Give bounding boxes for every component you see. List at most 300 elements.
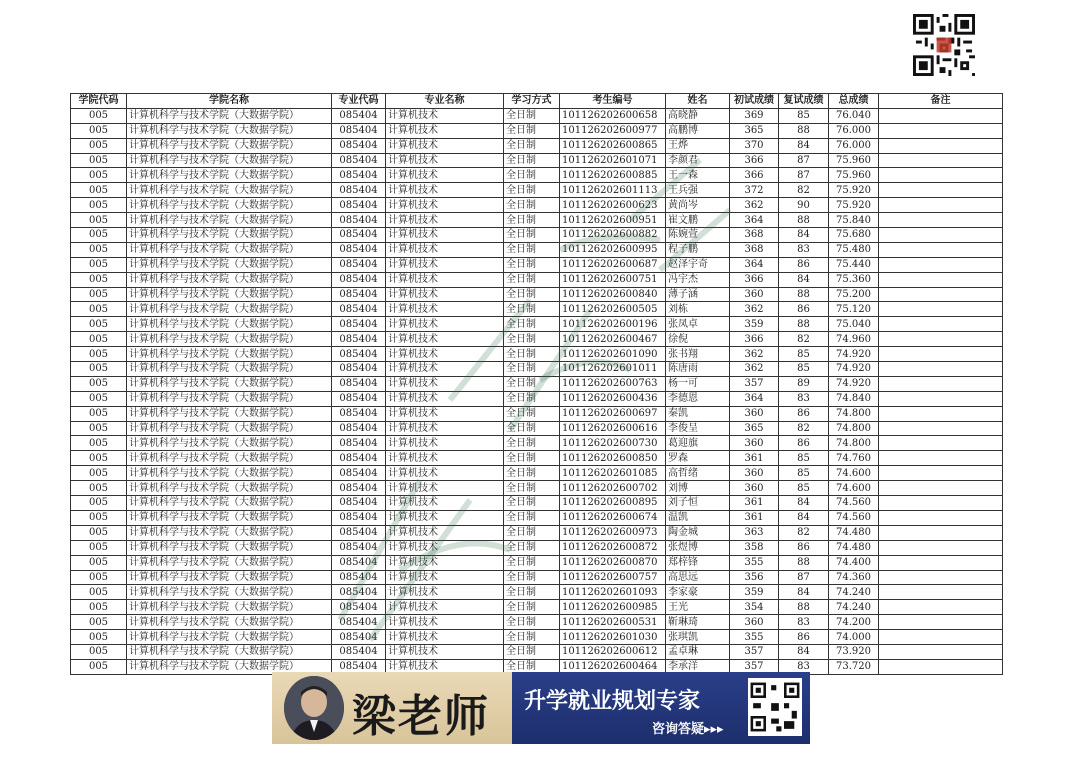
qr-code-icon[interactable]: [748, 678, 802, 736]
cell-study-mode: 全日制: [504, 108, 560, 123]
cell-major-name: 计算机技术: [386, 630, 504, 645]
cell-remarks: [879, 257, 1003, 272]
cell-total-score: 75.840: [829, 213, 879, 228]
cell-college-code: 005: [71, 257, 127, 272]
cell-retest-score: 84: [779, 496, 829, 511]
cell-student-name: 徐倪: [666, 332, 730, 347]
cell-student-name: 孟卓琳: [666, 644, 730, 659]
table-row: [71, 630, 1003, 645]
cell-major-name: 计算机技术: [386, 242, 504, 257]
cell-major-code: 085404: [332, 317, 386, 332]
cell-retest-score: 84: [779, 644, 829, 659]
cell-retest-score: 85: [779, 362, 829, 377]
table-row: [71, 451, 1003, 466]
cell-student-name: 杨一可: [666, 376, 730, 391]
table-row: [71, 406, 1003, 421]
cell-total-score: 74.240: [829, 585, 879, 600]
table-row: [71, 332, 1003, 347]
cell-total-score: 74.600: [829, 481, 879, 496]
cell-remarks: [879, 570, 1003, 585]
cell-major-code: 085404: [332, 644, 386, 659]
cell-college-name: 计算机科学与技术学院（大数据学院）: [127, 213, 332, 228]
cell-college-name: 计算机科学与技术学院（大数据学院）: [127, 302, 332, 317]
cell-college-code: 005: [71, 659, 127, 674]
cell-initial-score: 360: [730, 466, 779, 481]
table-header-row: [71, 94, 1003, 109]
table-row: [71, 644, 1003, 659]
cell-college-code: 005: [71, 213, 127, 228]
cell-candidate-id: 101126202600977: [560, 123, 666, 138]
cell-college-code: 005: [71, 332, 127, 347]
table-row: [71, 138, 1003, 153]
cell-major-name: 计算机技术: [386, 376, 504, 391]
cell-initial-score: 368: [730, 242, 779, 257]
cell-candidate-id: 101126202600895: [560, 496, 666, 511]
cell-college-name: 计算机科学与技术学院（大数据学院）: [127, 376, 332, 391]
cell-study-mode: 全日制: [504, 600, 560, 615]
cell-total-score: 74.480: [829, 525, 879, 540]
cell-remarks: [879, 555, 1003, 570]
cell-retest-score: 87: [779, 570, 829, 585]
cell-major-name: 计算机技术: [386, 600, 504, 615]
cell-major-code: 085404: [332, 585, 386, 600]
cell-study-mode: 全日制: [504, 302, 560, 317]
cell-initial-score: 366: [730, 168, 779, 183]
cell-retest-score: 83: [779, 391, 829, 406]
cell-college-code: 005: [71, 153, 127, 168]
header-remarks: 备注: [879, 94, 1003, 109]
table-row: [71, 376, 1003, 391]
cell-college-name: 计算机科学与技术学院（大数据学院）: [127, 615, 332, 630]
table-body: [71, 108, 1003, 674]
cell-major-name: 计算机技术: [386, 347, 504, 362]
cell-remarks: [879, 391, 1003, 406]
cell-student-name: 王兵强: [666, 183, 730, 198]
table-row: [71, 436, 1003, 451]
cell-remarks: [879, 198, 1003, 213]
cell-candidate-id: 101126202601093: [560, 585, 666, 600]
cell-study-mode: 全日制: [504, 123, 560, 138]
cell-initial-score: 355: [730, 630, 779, 645]
cell-candidate-id: 101126202600697: [560, 406, 666, 421]
cell-retest-score: 83: [779, 659, 829, 674]
cell-student-name: 靳琳琦: [666, 615, 730, 630]
cell-retest-score: 84: [779, 272, 829, 287]
cell-college-name: 计算机科学与技术学院（大数据学院）: [127, 630, 332, 645]
cell-initial-score: 359: [730, 317, 779, 332]
cell-student-name: 程子鹏: [666, 242, 730, 257]
promo-banner: [272, 672, 810, 744]
cell-major-name: 计算机技术: [386, 436, 504, 451]
cell-total-score: 74.800: [829, 421, 879, 436]
cell-initial-score: 362: [730, 198, 779, 213]
cell-college-name: 计算机科学与技术学院（大数据学院）: [127, 406, 332, 421]
cell-total-score: 74.200: [829, 615, 879, 630]
cell-study-mode: 全日制: [504, 510, 560, 525]
cell-major-code: 085404: [332, 123, 386, 138]
cell-candidate-id: 101126202600870: [560, 555, 666, 570]
cell-remarks: [879, 496, 1003, 511]
cell-college-name: 计算机科学与技术学院（大数据学院）: [127, 421, 332, 436]
table-row: [71, 615, 1003, 630]
cell-student-name: 李承洋: [666, 659, 730, 674]
table-row: [71, 481, 1003, 496]
header-major-name: 专业名称: [386, 94, 504, 109]
cell-student-name: 李俊呈: [666, 421, 730, 436]
cell-major-code: 085404: [332, 168, 386, 183]
cell-total-score: 74.360: [829, 570, 879, 585]
table-row: [71, 317, 1003, 332]
cell-major-name: 计算机技术: [386, 570, 504, 585]
cell-study-mode: 全日制: [504, 213, 560, 228]
table-row: [71, 213, 1003, 228]
cell-retest-score: 86: [779, 436, 829, 451]
cell-remarks: [879, 168, 1003, 183]
cell-major-name: 计算机技术: [386, 317, 504, 332]
cell-student-name: 张琪凯: [666, 630, 730, 645]
cell-candidate-id: 101126202600467: [560, 332, 666, 347]
cell-initial-score: 368: [730, 228, 779, 243]
cell-college-name: 计算机科学与技术学院（大数据学院）: [127, 153, 332, 168]
cell-candidate-id: 101126202601085: [560, 466, 666, 481]
table-row: [71, 123, 1003, 138]
cell-initial-score: 360: [730, 436, 779, 451]
cell-college-code: 005: [71, 183, 127, 198]
cell-remarks: [879, 183, 1003, 198]
cell-study-mode: 全日制: [504, 317, 560, 332]
cell-study-mode: 全日制: [504, 585, 560, 600]
cell-retest-score: 88: [779, 317, 829, 332]
cell-study-mode: 全日制: [504, 436, 560, 451]
cell-major-code: 085404: [332, 153, 386, 168]
cell-major-name: 计算机技术: [386, 510, 504, 525]
cell-remarks: [879, 630, 1003, 645]
cell-major-code: 085404: [332, 257, 386, 272]
cell-retest-score: 87: [779, 168, 829, 183]
cell-major-code: 085404: [332, 659, 386, 674]
table-row: [71, 391, 1003, 406]
cell-major-name: 计算机技术: [386, 228, 504, 243]
cell-total-score: 76.000: [829, 123, 879, 138]
table-row: [71, 570, 1003, 585]
cell-candidate-id: 101126202600674: [560, 510, 666, 525]
cell-college-code: 005: [71, 272, 127, 287]
cell-initial-score: 362: [730, 302, 779, 317]
cell-college-code: 005: [71, 123, 127, 138]
cell-major-name: 计算机技术: [386, 123, 504, 138]
cell-initial-score: 366: [730, 332, 779, 347]
cell-total-score: 74.920: [829, 376, 879, 391]
cell-total-score: 74.920: [829, 362, 879, 377]
cell-college-code: 005: [71, 600, 127, 615]
cell-college-code: 005: [71, 302, 127, 317]
cell-college-code: 005: [71, 108, 127, 123]
cell-college-name: 计算机科学与技术学院（大数据学院）: [127, 391, 332, 406]
cell-retest-score: 86: [779, 540, 829, 555]
cell-candidate-id: 101126202600885: [560, 168, 666, 183]
cell-student-name: 薄子涵: [666, 287, 730, 302]
cell-candidate-id: 101126202600840: [560, 287, 666, 302]
cell-student-name: 刘博: [666, 481, 730, 496]
cell-college-name: 计算机科学与技术学院（大数据学院）: [127, 659, 332, 674]
cell-initial-score: 357: [730, 644, 779, 659]
cell-retest-score: 84: [779, 138, 829, 153]
cell-major-name: 计算机技术: [386, 496, 504, 511]
cell-candidate-id: 101126202600623: [560, 198, 666, 213]
cell-initial-score: 355: [730, 555, 779, 570]
cell-candidate-id: 101126202600505: [560, 302, 666, 317]
cell-college-code: 005: [71, 540, 127, 555]
cell-initial-score: 364: [730, 257, 779, 272]
cell-total-score: 74.400: [829, 555, 879, 570]
cell-total-score: 74.600: [829, 466, 879, 481]
cell-major-code: 085404: [332, 376, 386, 391]
cell-retest-score: 86: [779, 302, 829, 317]
banner-right-panel: [512, 672, 810, 744]
cell-college-name: 计算机科学与技术学院（大数据学院）: [127, 272, 332, 287]
cell-student-name: 崔文鹏: [666, 213, 730, 228]
cell-major-code: 085404: [332, 451, 386, 466]
cell-major-name: 计算机技术: [386, 362, 504, 377]
cell-college-code: 005: [71, 496, 127, 511]
cell-initial-score: 366: [730, 272, 779, 287]
cell-candidate-id: 101126202600612: [560, 644, 666, 659]
cell-college-code: 005: [71, 406, 127, 421]
cell-retest-score: 83: [779, 615, 829, 630]
qr-code-icon: [913, 14, 975, 76]
cell-major-code: 085404: [332, 436, 386, 451]
cell-study-mode: 全日制: [504, 153, 560, 168]
cell-student-name: 温凯: [666, 510, 730, 525]
cell-study-mode: 全日制: [504, 481, 560, 496]
cell-college-code: 005: [71, 347, 127, 362]
header-initial-score: 初试成绩: [730, 94, 779, 109]
cell-total-score: 75.920: [829, 198, 879, 213]
cell-major-code: 085404: [332, 362, 386, 377]
cell-candidate-id: 101126202600973: [560, 525, 666, 540]
cell-total-score: 74.240: [829, 600, 879, 615]
header-college-name: 学院名称: [127, 94, 332, 109]
cell-major-code: 085404: [332, 272, 386, 287]
cell-student-name: 王一森: [666, 168, 730, 183]
cell-candidate-id: 101126202600531: [560, 615, 666, 630]
cell-initial-score: 364: [730, 213, 779, 228]
cell-total-score: 74.960: [829, 332, 879, 347]
cell-study-mode: 全日制: [504, 525, 560, 540]
table-row: [71, 302, 1003, 317]
table-row: [71, 198, 1003, 213]
cell-college-name: 计算机科学与技术学院（大数据学院）: [127, 451, 332, 466]
cell-study-mode: 全日制: [504, 332, 560, 347]
cell-student-name: 王光: [666, 600, 730, 615]
cell-student-name: 黄尚岑: [666, 198, 730, 213]
cell-college-name: 计算机科学与技术学院（大数据学院）: [127, 332, 332, 347]
cell-candidate-id: 101126202600882: [560, 228, 666, 243]
cell-total-score: 73.720: [829, 659, 879, 674]
cell-candidate-id: 101126202600616: [560, 421, 666, 436]
cell-college-code: 005: [71, 198, 127, 213]
cell-remarks: [879, 153, 1003, 168]
cell-major-name: 计算机技术: [386, 659, 504, 674]
cell-major-name: 计算机技术: [386, 287, 504, 302]
table-row: [71, 362, 1003, 377]
table-row: [71, 108, 1003, 123]
header-candidate-id: 考生编号: [560, 94, 666, 109]
cell-major-code: 085404: [332, 332, 386, 347]
cell-initial-score: 362: [730, 362, 779, 377]
cell-study-mode: 全日制: [504, 272, 560, 287]
cell-remarks: [879, 228, 1003, 243]
cell-college-code: 005: [71, 481, 127, 496]
cell-major-code: 085404: [332, 481, 386, 496]
cell-retest-score: 88: [779, 600, 829, 615]
cell-initial-score: 356: [730, 570, 779, 585]
cell-major-code: 085404: [332, 421, 386, 436]
cell-total-score: 75.920: [829, 183, 879, 198]
cell-college-code: 005: [71, 287, 127, 302]
cell-study-mode: 全日制: [504, 406, 560, 421]
cell-college-name: 计算机科学与技术学院（大数据学院）: [127, 436, 332, 451]
cell-candidate-id: 101126202601090: [560, 347, 666, 362]
admission-score-table: [70, 93, 1002, 675]
header-major-code: 专业代码: [332, 94, 386, 109]
cell-study-mode: 全日制: [504, 451, 560, 466]
cell-candidate-id: 101126202601071: [560, 153, 666, 168]
cell-college-code: 005: [71, 451, 127, 466]
cell-candidate-id: 101126202600865: [560, 138, 666, 153]
cell-student-name: 李德恩: [666, 391, 730, 406]
cell-remarks: [879, 615, 1003, 630]
header-name: 姓名: [666, 94, 730, 109]
cell-initial-score: 360: [730, 481, 779, 496]
cell-major-name: 计算机技术: [386, 406, 504, 421]
cell-candidate-id: 101126202601030: [560, 630, 666, 645]
cell-student-name: 高晓静: [666, 108, 730, 123]
cell-major-name: 计算机技术: [386, 615, 504, 630]
cell-study-mode: 全日制: [504, 644, 560, 659]
cell-college-code: 005: [71, 644, 127, 659]
table-row: [71, 168, 1003, 183]
cell-major-name: 计算机技术: [386, 540, 504, 555]
cell-remarks: [879, 376, 1003, 391]
cell-major-code: 085404: [332, 615, 386, 630]
cell-study-mode: 全日制: [504, 496, 560, 511]
cell-total-score: 75.360: [829, 272, 879, 287]
cell-study-mode: 全日制: [504, 228, 560, 243]
cell-remarks: [879, 317, 1003, 332]
cell-initial-score: 363: [730, 525, 779, 540]
cell-study-mode: 全日制: [504, 347, 560, 362]
cell-retest-score: 83: [779, 242, 829, 257]
table-row: [71, 272, 1003, 287]
cell-retest-score: 82: [779, 183, 829, 198]
cell-major-name: 计算机技术: [386, 332, 504, 347]
cell-major-name: 计算机技术: [386, 585, 504, 600]
cell-retest-score: 87: [779, 153, 829, 168]
table-row: [71, 555, 1003, 570]
cell-major-name: 计算机技术: [386, 153, 504, 168]
cell-study-mode: 全日制: [504, 287, 560, 302]
cell-college-code: 005: [71, 317, 127, 332]
table-row: [71, 421, 1003, 436]
cell-initial-score: 365: [730, 421, 779, 436]
cell-major-code: 085404: [332, 228, 386, 243]
cell-college-code: 005: [71, 570, 127, 585]
cell-major-code: 085404: [332, 630, 386, 645]
cell-student-name: 陶金城: [666, 525, 730, 540]
cell-college-code: 005: [71, 242, 127, 257]
cell-remarks: [879, 362, 1003, 377]
cell-major-code: 085404: [332, 302, 386, 317]
cell-college-name: 计算机科学与技术学院（大数据学院）: [127, 585, 332, 600]
cell-major-code: 085404: [332, 406, 386, 421]
table-row: [71, 228, 1003, 243]
cell-major-code: 085404: [332, 540, 386, 555]
table-row: [71, 496, 1003, 511]
cell-remarks: [879, 436, 1003, 451]
cell-college-name: 计算机科学与技术学院（大数据学院）: [127, 481, 332, 496]
cell-initial-score: 361: [730, 451, 779, 466]
cell-total-score: 75.480: [829, 242, 879, 257]
cell-initial-score: 370: [730, 138, 779, 153]
cell-total-score: 75.440: [829, 257, 879, 272]
cell-candidate-id: 101126202600985: [560, 600, 666, 615]
cell-initial-score: 361: [730, 510, 779, 525]
cell-major-name: 计算机技术: [386, 138, 504, 153]
cell-remarks: [879, 481, 1003, 496]
cell-total-score: 75.120: [829, 302, 879, 317]
cell-remarks: [879, 123, 1003, 138]
cell-study-mode: 全日制: [504, 659, 560, 674]
cell-major-name: 计算机技术: [386, 391, 504, 406]
cell-study-mode: 全日制: [504, 421, 560, 436]
cell-college-name: 计算机科学与技术学院（大数据学院）: [127, 496, 332, 511]
cell-student-name: 陈婉萱: [666, 228, 730, 243]
cell-college-code: 005: [71, 555, 127, 570]
cell-student-name: 王烨: [666, 138, 730, 153]
cell-candidate-id: 101126202600995: [560, 242, 666, 257]
cell-total-score: 74.800: [829, 406, 879, 421]
cell-college-name: 计算机科学与技术学院（大数据学院）: [127, 287, 332, 302]
cell-remarks: [879, 272, 1003, 287]
table-row: [71, 466, 1003, 481]
cell-remarks: [879, 242, 1003, 257]
cell-retest-score: 88: [779, 213, 829, 228]
table-row: [71, 347, 1003, 362]
cell-college-name: 计算机科学与技术学院（大数据学院）: [127, 228, 332, 243]
cell-retest-score: 82: [779, 525, 829, 540]
cell-initial-score: 366: [730, 153, 779, 168]
cell-study-mode: 全日制: [504, 466, 560, 481]
cell-major-name: 计算机技术: [386, 466, 504, 481]
cell-student-name: 秦凯: [666, 406, 730, 421]
cell-total-score: 75.680: [829, 228, 879, 243]
cell-major-code: 085404: [332, 510, 386, 525]
cell-remarks: [879, 466, 1003, 481]
cell-total-score: 76.040: [829, 108, 879, 123]
cell-retest-score: 86: [779, 257, 829, 272]
cell-college-name: 计算机科学与技术学院（大数据学院）: [127, 317, 332, 332]
cell-remarks: [879, 406, 1003, 421]
cell-remarks: [879, 138, 1003, 153]
cell-college-name: 计算机科学与技术学院（大数据学院）: [127, 183, 332, 198]
cell-total-score: 73.920: [829, 644, 879, 659]
cell-candidate-id: 101126202600951: [560, 213, 666, 228]
cell-initial-score: 372: [730, 183, 779, 198]
cell-college-name: 计算机科学与技术学院（大数据学院）: [127, 257, 332, 272]
cell-college-name: 计算机科学与技术学院（大数据学院）: [127, 644, 332, 659]
cell-study-mode: 全日制: [504, 198, 560, 213]
